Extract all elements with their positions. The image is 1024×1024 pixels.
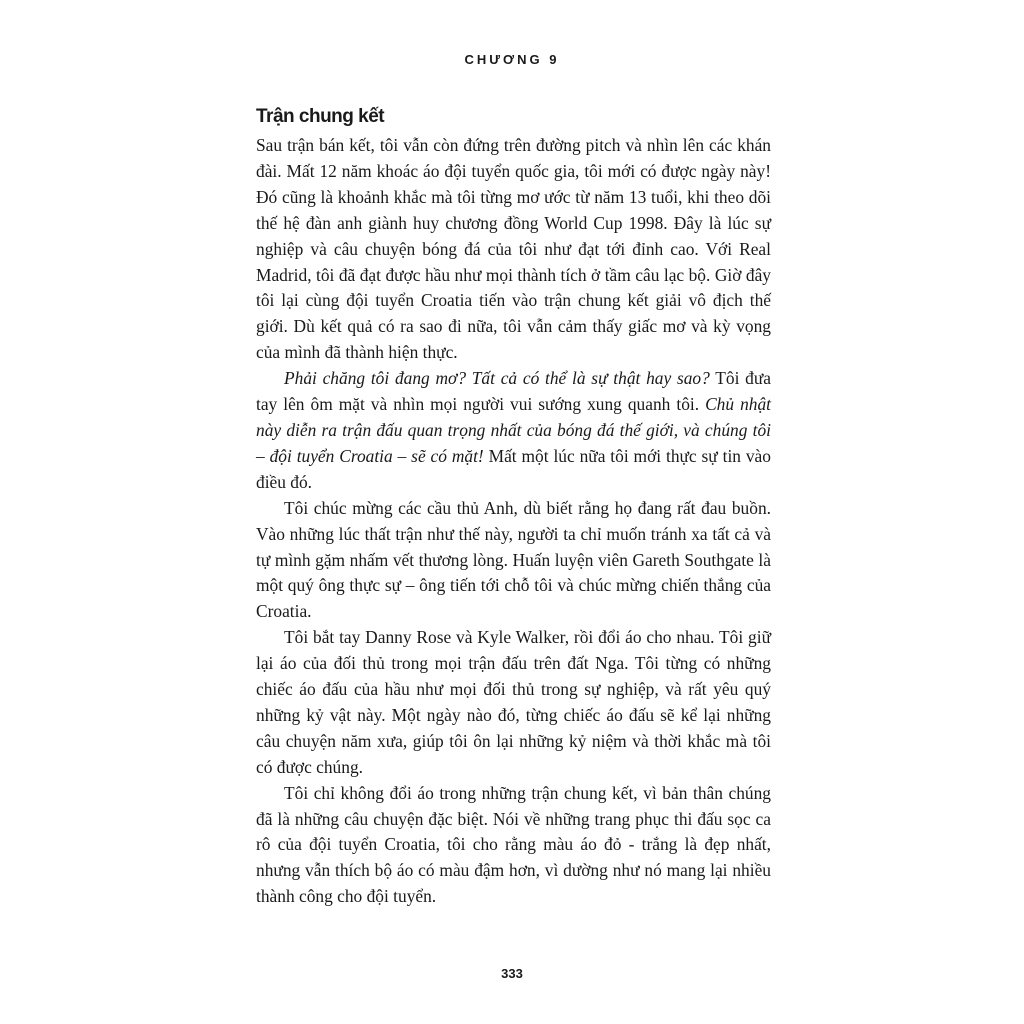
paragraph-2 <box>256 366 771 496</box>
paragraph-3 <box>256 496 771 626</box>
paragraph-4 <box>256 625 771 780</box>
body-text <box>256 133 771 910</box>
paragraph-2-italic-2: Chủ nhật này diễn ra trận đấu quan trọng nhất của bóng đá thế giới, và chúng tôi – đội tuyển Croatia – sẽ có mặt! <box>256 394 771 466</box>
paragraph-5-text: Tôi chỉ không đổi áo trong những trận chung kết, vì bản thân chúng đã là những câu chuyện đặc biệt. Nói về những trang phục thi đấu sọc ca rô của đội tuyển Croatia, tôi cho rằng màu áo đỏ - trắng là đẹp nhất, nhưng vẫn thích bộ áo có màu đậm hơn, vì dường như nó mang lại nhiều thành công cho đội tuyển. <box>256 782 771 907</box>
chapter-heading: CHƯƠNG 9 <box>464 52 560 67</box>
section-title: Trận chung kết <box>256 106 385 127</box>
paragraph-5 <box>256 781 771 911</box>
page-number: 333 <box>501 966 523 981</box>
paragraph-1-text: Sau trận bán kết, tôi vẫn còn đứng trên đường pitch và nhìn lên các khán đài. Mất 12 năm khoác áo đội tuyển quốc gia, tôi mới có được ngày này! Đó cũng là khoảnh khắc mà tôi từng mơ ước từ năm 13 tuổi, khi theo dõi thế hệ đàn anh giành huy chương đồng World Cup 1998. Đây là lúc sự nghiệp và câu chuyện bóng đá của tôi như đạt tới đỉnh cao. Với Real Madrid, tôi đã đạt được hầu như mọi thành tích ở tầm câu lạc bộ. Giờ đây tôi lại cùng đội tuyển Croatia tiến vào trận chung kết giải vô địch thế giới. Dù kết quả có ra sao đi nữa, tôi vẫn cảm thấy giấc mơ và kỳ vọng của mình đã thành hiện thực. <box>256 135 771 363</box>
paragraph-3-text: Tôi chúc mừng các cầu thủ Anh, dù biết rằng họ đang rất đau buồn. Vào những lúc thất trận như thế này, người ta chỉ muốn tránh xa tất cả và tự mình gặm nhấm vết thương lòng. Huấn luyện viên Gareth Southgate là một quý ông thực sự – ông tiến tới chỗ tôi và chúc mừng chiến thắng của Croatia. <box>256 497 771 622</box>
paragraph-2-text-1: Tôi đưa tay lên ôm mặt và nhìn mọi người vui sướng xung quanh tôi. <box>256 368 771 415</box>
paragraph-4-text: Tôi bắt tay Danny Rose và Kyle Walker, rồi đổi áo cho nhau. Tôi giữ lại áo của đối thủ trong mọi trận đấu trên đất Nga. Tôi từng có những chiếc áo đấu của hầu như mọi đối thủ trong sự nghiệp, và rất yêu quý những kỷ vật này. Một ngày nào đó, từng chiếc áo đấu sẽ kể lại những câu chuyện năm xưa, giúp tôi ôn lại những kỷ niệm và thời khắc mà tôi có được chúng. <box>256 627 771 777</box>
paragraph-2-italic-1: Phải chăng tôi đang mơ? Tất cả có thể là sự thật hay sao? <box>284 368 710 389</box>
paragraph-2-text-2: Mất một lúc nữa tôi mới thực sự tin vào điều đó. <box>256 445 771 492</box>
paragraph-1 <box>256 133 771 366</box>
